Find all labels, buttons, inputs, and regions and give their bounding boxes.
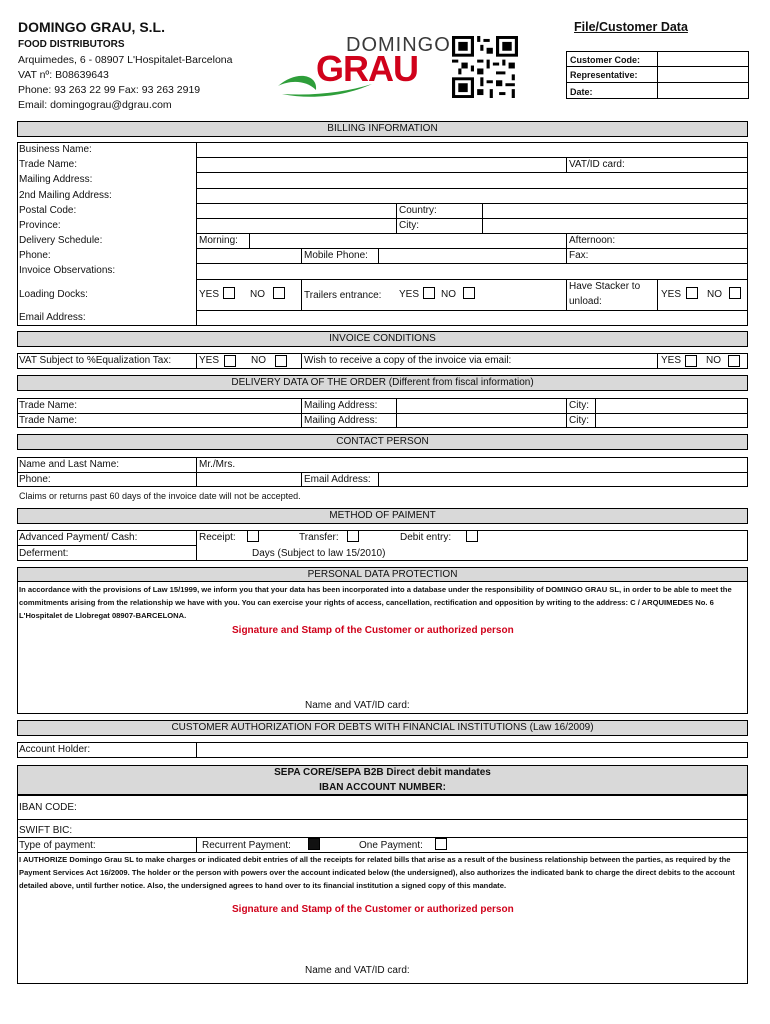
payment-section-header: METHOD OF PAIMENT [17, 508, 748, 524]
delivery-schedule-label: Delivery Schedule: [19, 235, 103, 246]
business-name-label: Business Name: [19, 144, 92, 155]
contact-section-header: CONTACT PERSON [17, 434, 748, 450]
city-field[interactable] [484, 219, 747, 233]
vat-eq-yes-label: YES [199, 355, 220, 366]
authorization-name-vat-label: Name and VAT/ID card: [305, 965, 410, 976]
sepa-title: SEPA CORE/SEPA B2B Direct debit mandates [274, 767, 491, 778]
delivery-trade-name-label-2: Trade Name: [19, 415, 77, 426]
customer-code-field[interactable] [659, 52, 748, 66]
business-name-field[interactable] [198, 143, 747, 157]
date-label: Date: [570, 87, 593, 97]
delivery-city-label-2: City: [569, 415, 589, 426]
qr-code-icon [452, 36, 518, 98]
iban-account-title: IBAN ACCOUNT NUMBER: [319, 782, 446, 793]
debit-entry-label: Debit entry: [400, 532, 452, 543]
delivery-mailing-field-2[interactable] [398, 414, 565, 428]
invoice-observations-field[interactable] [198, 264, 747, 279]
logo-word-grau: GRAU [316, 48, 418, 89]
country-label: Country: [399, 205, 437, 216]
contact-name-field[interactable] [246, 458, 747, 472]
phone-field[interactable] [198, 249, 300, 263]
mailing-address-label: Mailing Address: [19, 174, 93, 185]
protection-signature-label: Signature and Stamp of the Customer or authorized person [232, 625, 514, 636]
form-title: File/Customer Data [574, 20, 688, 34]
stacker-yes-label: YES [661, 289, 682, 300]
email-address-label: Email Address: [19, 312, 86, 323]
stacker-no-label: NO [707, 289, 722, 300]
mailing-address-field[interactable] [198, 173, 747, 188]
company-phone: Phone: 93 263 22 99 Fax: 93 263 2919 [18, 84, 201, 96]
afternoon-label: Afternoon: [569, 235, 616, 246]
invoice-copy-no-checkbox[interactable] [728, 355, 740, 367]
delivery-trade-name-field-1[interactable] [100, 399, 300, 413]
loading-yes-label: YES [199, 289, 220, 300]
authorization-signature-area[interactable] [19, 918, 746, 964]
vat-id-label: VAT/ID card: [569, 159, 625, 170]
delivery-city-field-1[interactable] [597, 399, 747, 413]
receipt-checkbox[interactable] [247, 530, 259, 542]
customer-code-label: Customer Code: [570, 55, 641, 65]
company-name: DOMINGO GRAU, S.L. [18, 19, 165, 35]
protection-title: PERSONAL DATA PROTECTION [307, 569, 458, 580]
country-field[interactable] [484, 204, 747, 218]
recurrent-payment-label: Recurrent Payment: [202, 840, 291, 851]
city-label: City: [399, 220, 419, 231]
deferment-days-field[interactable] [198, 546, 250, 560]
loading-no-label: NO [250, 289, 265, 300]
logo-word-domingo: DOMINGO [346, 34, 451, 56]
vat-eq-no-label: NO [251, 355, 266, 366]
one-payment-label: One Payment: [359, 840, 423, 851]
email-address-field[interactable] [198, 311, 747, 325]
company-logo [276, 34, 451, 98]
stacker-yes-checkbox[interactable] [686, 287, 698, 299]
invoice-observations-label: Invoice Observations: [19, 265, 116, 276]
invoice-copy-yes-checkbox[interactable] [685, 355, 697, 367]
loading-no-checkbox[interactable] [273, 287, 285, 299]
invoice-section-header: INVOICE CONDITIONS [17, 331, 748, 347]
company-vat: VAT nº: B08639643 [18, 69, 109, 81]
authorization-text: I AUTHORIZE Domingo Grau SL to make charges or indicated debit entries of all the receipts for related bills that arise as a result of the business relationship between the parties, as required by the Payment Services Act 16/2009. The holder or the person with powers over the account indicated below (the undersigned), also authorizes the indicated bank to charge the direct debits to the account detailed above, until further notice. Also, the undersigned agrees to hand over to its financial institution a signed copy of this mandate. [19, 855, 735, 890]
one-payment-checkbox[interactable] [435, 838, 447, 850]
trailers-no-checkbox[interactable] [463, 287, 475, 299]
representative-label: Representative: [570, 70, 638, 80]
recurrent-payment-checkbox[interactable] [308, 838, 320, 850]
vat-equalization-label: VAT Subject to %Equalization Tax: [19, 355, 172, 366]
delivery-mailing-field-1[interactable] [398, 399, 565, 413]
deferment-days-label: Days (Subject to law 15/2010) [252, 548, 386, 559]
loading-docks-label: Loading Docks: [19, 289, 88, 300]
contact-mr-mrs-label: Mr./Mrs. [199, 459, 236, 470]
province-field[interactable] [198, 219, 395, 233]
stacker-label-line2: unload: [569, 296, 602, 307]
delivery-trade-name-field-2[interactable] [100, 414, 300, 428]
representative-field[interactable] [659, 67, 748, 82]
postal-code-label: Postal Code: [19, 205, 77, 216]
authorization-signature-label: Signature and Stamp of the Customer or authorized person [232, 904, 514, 915]
company-tagline: FOOD DISTRIBUTORS [18, 39, 125, 50]
vat-eq-yes-checkbox[interactable] [224, 355, 236, 367]
company-email: Email: domingograu@dgrau.com [18, 99, 172, 111]
trailers-yes-label: YES [399, 289, 420, 300]
second-mailing-address-label: 2nd Mailing Address: [19, 190, 112, 201]
delivery-city-field-2[interactable] [597, 414, 747, 428]
account-holder-label: Account Holder: [19, 744, 91, 755]
morning-field[interactable] [251, 234, 565, 248]
trailers-no-label: NO [441, 289, 456, 300]
trade-name-field[interactable] [198, 158, 565, 172]
authorization-section-header: CUSTOMER AUTHORIZATION FOR DEBTS WITH FINANCIAL INSTITUTIONS (Law 16/2009) [17, 720, 748, 736]
contact-phone-field[interactable] [198, 473, 300, 487]
swift-bic-label: SWIFT BIC: [19, 825, 73, 836]
claims-notice: Claims or returns past 60 days of the invoice date will not be accepted. [19, 491, 301, 501]
receipt-label: Receipt: [199, 532, 236, 543]
company-address: Arquimedes, 6 - 08907 L'Hospitalet-Barcelona [18, 54, 233, 66]
postal-code-field[interactable] [198, 204, 395, 218]
protection-text: In accordance with the provisions of Law 15/1999, we inform you that your data has been incorporated into a database under the responsibility of DOMINGO GRAU SL, in order to be able to meet the commitments arising from the relationship we have with you. You can exercise your rights of access, cancellation, rectification and opposition by writing to the address: C / ARQUIMEDES No. 6 L'Hospitalet de Llobregat 08907-BARCELONA. [19, 585, 732, 620]
invoice-copy-yes-label: YES [661, 355, 682, 366]
deferment-label: Deferment: [19, 548, 69, 559]
mobile-phone-label: Mobile Phone: [304, 250, 368, 261]
iban-code-label: IBAN CODE: [19, 802, 77, 813]
type-of-payment-label: Type of payment: [19, 840, 96, 851]
swift-bic-field[interactable] [80, 821, 746, 836]
contact-name-label: Name and Last Name: [19, 459, 120, 470]
invoice-copy-no-label: NO [706, 355, 721, 366]
protection-name-vat-label: Name and VAT/ID card: [305, 700, 410, 711]
advanced-payment-label: Advanced Payment/ Cash: [19, 532, 138, 543]
contact-email-label: Email Address: [304, 474, 371, 485]
iban-code-field[interactable] [80, 797, 746, 817]
delivery-mailing-label-1: Mailing Address: [304, 400, 378, 411]
mobile-phone-field[interactable] [380, 249, 565, 263]
protection-signature-area[interactable] [19, 640, 746, 696]
delivery-mailing-label-2: Mailing Address: [304, 415, 378, 426]
trailers-entrance-label: Trailers entrance: [304, 290, 382, 301]
billing-section-header: BILLING INFORMATION [17, 121, 748, 137]
delivery-section-header: DELIVERY DATA OF THE ORDER (Different from fiscal information) [17, 375, 748, 391]
phone-label: Phone: [19, 250, 51, 261]
loading-yes-checkbox[interactable] [223, 287, 235, 299]
stacker-no-checkbox[interactable] [729, 287, 741, 299]
transfer-label: Transfer: [299, 532, 339, 543]
stacker-label-line1: Have Stacker to [569, 281, 641, 292]
transfer-checkbox[interactable] [347, 530, 359, 542]
fax-label: Fax: [569, 250, 589, 261]
delivery-city-label-1: City: [569, 400, 589, 411]
debit-entry-checkbox[interactable] [466, 530, 478, 542]
invoice-copy-label: Wish to receive a copy of the invoice via email: [304, 355, 512, 366]
trailers-yes-checkbox[interactable] [423, 287, 435, 299]
account-holder-field[interactable] [198, 743, 747, 757]
second-mailing-address-field[interactable] [198, 189, 747, 203]
delivery-trade-name-label-1: Trade Name: [19, 400, 77, 411]
vat-eq-no-checkbox[interactable] [275, 355, 287, 367]
contact-email-field[interactable] [380, 473, 747, 487]
date-field[interactable] [659, 83, 748, 98]
contact-phone-label: Phone: [19, 474, 51, 485]
province-label: Province: [19, 220, 61, 231]
trade-name-label: Trade Name: [19, 159, 77, 170]
morning-label: Morning: [199, 235, 238, 246]
